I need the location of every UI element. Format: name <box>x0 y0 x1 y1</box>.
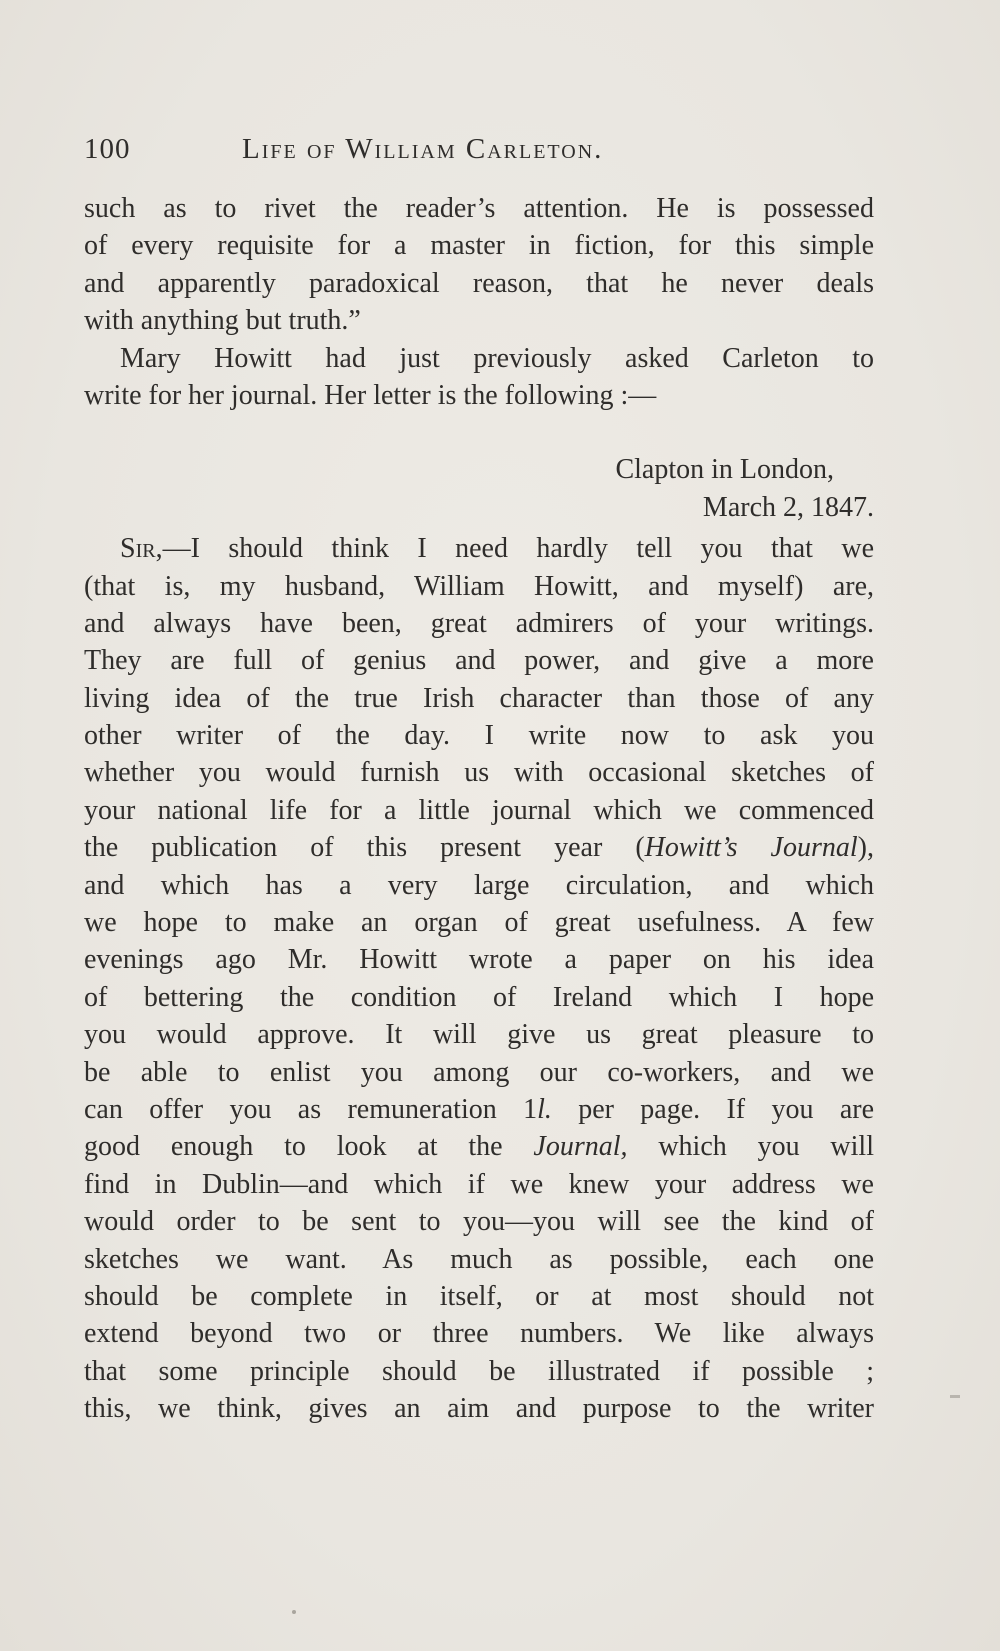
text-segment: ), <box>857 832 874 864</box>
text-line: and always have been, great admirers of your writings. <box>84 607 874 639</box>
text-line: They are full of genius and power, and give a more <box>84 645 874 677</box>
running-title: Life of William Carleton. <box>242 133 604 165</box>
text-line: would order to be sent to you—you will see the kind of <box>84 1206 874 1238</box>
page-header <box>84 133 784 173</box>
text-line-journal <box>84 829 874 866</box>
letter-first-line-text: —I should think I need hardly tell you that we <box>162 533 874 565</box>
text-line: with anything but truth.” <box>84 305 361 337</box>
letter-first-line <box>84 530 874 567</box>
body-text <box>84 190 874 1428</box>
text-segment: good enough to look at the <box>84 1131 534 1163</box>
text-line: we hope to make an organ of great usefulness. A few <box>84 907 874 939</box>
text-line: of bettering the condition of Ireland which I hope <box>84 981 874 1013</box>
text-segment: per page. If you are <box>551 1093 874 1125</box>
text-line: such as to rivet the reader’s attention. He is possessed <box>84 193 874 224</box>
text-line: you would approve. It will give us great pleasure to <box>84 1019 874 1051</box>
text-segment: the publication of this present year ( <box>84 832 645 864</box>
text-line: extend beyond two or three numbers. We like always <box>84 1318 874 1350</box>
currency-unit: l. <box>537 1093 552 1125</box>
text-line: whether you would furnish us with occasional sketches of <box>84 757 874 789</box>
text-line: and which has a very large circulation, and which <box>84 869 874 901</box>
text-line-look <box>84 1128 874 1165</box>
text-line: Mary Howitt had just previously asked Carleton to <box>120 342 874 374</box>
text-line: living idea of the true Irish character than those of any <box>84 682 874 714</box>
text-line: other writer of the day. I write now to ask you <box>84 720 874 752</box>
text-line: your national life for a little journal which we commenced <box>84 794 874 826</box>
text-line: be able to enlist you among our co-workers, and we <box>84 1056 874 1088</box>
text-line: should be complete in itself, or at most should not <box>84 1280 874 1312</box>
journal-title: Howitt’s Journal <box>644 832 858 864</box>
text-line: evenings ago Mr. Howitt wrote a paper on his idea <box>84 944 874 976</box>
journal-title: Journal, <box>533 1131 628 1163</box>
letter-date: March 2, 1847. <box>702 491 874 523</box>
salutation: Sir, <box>120 533 163 565</box>
text-line: this, we think, gives an aim and purpose to the writer <box>84 1393 874 1425</box>
paper-speck <box>292 1610 296 1614</box>
margin-mark <box>950 1395 960 1398</box>
text-segment: which you will <box>627 1131 874 1163</box>
text-line-payment <box>84 1091 874 1128</box>
text-line: find in Dublin—and which if we knew your address we <box>84 1168 874 1200</box>
text-line: (that is, my husband, William Howitt, and myself) are, <box>84 570 874 602</box>
text-line: write for her journal. Her letter is the following :— <box>84 379 657 411</box>
page-number: 100 <box>84 133 131 165</box>
text-line: that some principle should be illustrated if possible ; <box>84 1355 874 1387</box>
letter-place: Clapton in London, <box>615 454 834 486</box>
text-line: and apparently paradoxical reason, that he never deals <box>84 267 874 299</box>
text-line: of every requisite for a master in fiction, for this simple <box>84 230 874 262</box>
text-line: sketches we want. As much as possible, each one <box>84 1243 874 1275</box>
text-segment: can offer you as remuneration 1 <box>84 1093 538 1125</box>
